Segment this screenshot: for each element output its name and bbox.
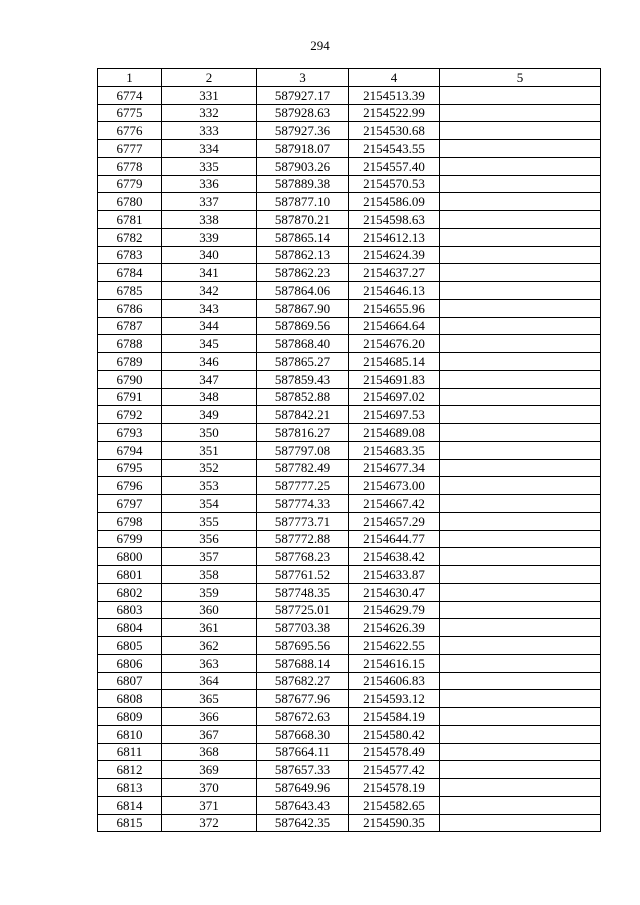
- table-cell-col-4: 2154655.96: [349, 299, 440, 317]
- table-row: [98, 690, 601, 708]
- table-cell-col-3: 587664.11: [257, 743, 349, 761]
- table-cell-col-5: [440, 441, 601, 459]
- table-cell-col-4: 2154612.13: [349, 228, 440, 246]
- column-header-4: 4: [349, 69, 440, 87]
- table-cell-col-5: [440, 228, 601, 246]
- table-cell-col-5: [440, 157, 601, 175]
- table-cell-col-2: 354: [162, 495, 257, 513]
- table-cell-col-2: 370: [162, 779, 257, 797]
- table-row: [98, 761, 601, 779]
- table-cell-col-2: 355: [162, 512, 257, 530]
- table-row: [98, 317, 601, 335]
- table-cell-col-5: [440, 211, 601, 229]
- table-cell-col-2: 348: [162, 388, 257, 406]
- table-cell-col-5: [440, 548, 601, 566]
- table-cell-col-3: 587668.30: [257, 725, 349, 743]
- table-cell-col-1: 6806: [98, 654, 162, 672]
- table-cell-col-4: 2154626.39: [349, 619, 440, 637]
- table-cell-col-1: 6785: [98, 282, 162, 300]
- table-row: [98, 672, 601, 690]
- table-cell-col-4: 2154584.19: [349, 708, 440, 726]
- table-cell-col-5: [440, 264, 601, 282]
- table-cell-col-1: 6792: [98, 406, 162, 424]
- table-cell-col-1: 6804: [98, 619, 162, 637]
- table-cell-col-2: 349: [162, 406, 257, 424]
- table-row: [98, 601, 601, 619]
- table-cell-col-2: 352: [162, 459, 257, 477]
- table-cell-col-3: 587682.27: [257, 672, 349, 690]
- table-row: [98, 299, 601, 317]
- table-cell-col-1: 6802: [98, 583, 162, 601]
- table-cell-col-1: 6797: [98, 495, 162, 513]
- table-cell-col-4: 2154667.42: [349, 495, 440, 513]
- table-cell-col-4: 2154513.39: [349, 86, 440, 104]
- table-cell-col-4: 2154629.79: [349, 601, 440, 619]
- table-cell-col-5: [440, 353, 601, 371]
- table-cell-col-4: 2154530.68: [349, 122, 440, 140]
- table-cell-col-2: 361: [162, 619, 257, 637]
- table-row: [98, 86, 601, 104]
- table-row: [98, 122, 601, 140]
- table-cell-col-3: 587695.56: [257, 637, 349, 655]
- table-cell-col-1: 6793: [98, 424, 162, 442]
- table-cell-col-3: 587927.17: [257, 86, 349, 104]
- table-cell-col-4: 2154689.08: [349, 424, 440, 442]
- table-cell-col-5: [440, 743, 601, 761]
- table-cell-col-4: 2154606.83: [349, 672, 440, 690]
- table-cell-col-5: [440, 654, 601, 672]
- table-cell-col-2: 351: [162, 441, 257, 459]
- table-cell-col-4: 2154664.64: [349, 317, 440, 335]
- table-cell-col-2: 338: [162, 211, 257, 229]
- table-cell-col-3: 587797.08: [257, 441, 349, 459]
- table-cell-col-2: 331: [162, 86, 257, 104]
- table-cell-col-2: 372: [162, 814, 257, 832]
- table-cell-col-3: 587842.21: [257, 406, 349, 424]
- table-cell-col-2: 358: [162, 566, 257, 584]
- table-cell-col-1: 6781: [98, 211, 162, 229]
- table-cell-col-2: 362: [162, 637, 257, 655]
- table-row: [98, 104, 601, 122]
- table-cell-col-4: 2154570.53: [349, 175, 440, 193]
- table-row: [98, 725, 601, 743]
- table-cell-col-4: 2154673.00: [349, 477, 440, 495]
- table-cell-col-3: 587918.07: [257, 140, 349, 158]
- column-header-3: 3: [257, 69, 349, 87]
- table-row: [98, 370, 601, 388]
- table-cell-col-5: [440, 477, 601, 495]
- table-cell-col-5: [440, 388, 601, 406]
- table-cell-col-1: 6807: [98, 672, 162, 690]
- table-cell-col-5: [440, 566, 601, 584]
- table-cell-col-1: 6798: [98, 512, 162, 530]
- table-cell-col-1: 6775: [98, 104, 162, 122]
- table-row: [98, 548, 601, 566]
- table-row: [98, 406, 601, 424]
- table-cell-col-3: 587782.49: [257, 459, 349, 477]
- table-row: [98, 175, 601, 193]
- table-body: [98, 86, 601, 832]
- coordinates-table: [97, 68, 601, 832]
- table-cell-col-2: 339: [162, 228, 257, 246]
- table-cell-col-4: 2154638.42: [349, 548, 440, 566]
- table-cell-col-1: 6791: [98, 388, 162, 406]
- table-cell-col-2: 365: [162, 690, 257, 708]
- table-cell-col-2: 356: [162, 530, 257, 548]
- table-cell-col-5: [440, 299, 601, 317]
- table-cell-col-2: 366: [162, 708, 257, 726]
- table-cell-col-4: 2154683.35: [349, 441, 440, 459]
- table-row: [98, 743, 601, 761]
- table-cell-col-3: 587657.33: [257, 761, 349, 779]
- table-row: [98, 246, 601, 264]
- table-cell-col-3: 587777.25: [257, 477, 349, 495]
- table-cell-col-1: 6809: [98, 708, 162, 726]
- table-cell-col-3: 587772.88: [257, 530, 349, 548]
- table-cell-col-1: 6810: [98, 725, 162, 743]
- table-cell-col-3: 587865.27: [257, 353, 349, 371]
- table-cell-col-1: 6784: [98, 264, 162, 282]
- table-cell-col-5: [440, 779, 601, 797]
- table-cell-col-2: 344: [162, 317, 257, 335]
- table-cell-col-3: 587865.14: [257, 228, 349, 246]
- table-cell-col-2: 347: [162, 370, 257, 388]
- table-row: [98, 459, 601, 477]
- table-row: [98, 796, 601, 814]
- table-cell-col-4: 2154697.53: [349, 406, 440, 424]
- table-cell-col-3: 587773.71: [257, 512, 349, 530]
- table-cell-col-2: 360: [162, 601, 257, 619]
- table-cell-col-5: [440, 246, 601, 264]
- table-cell-col-5: [440, 495, 601, 513]
- table-row: [98, 583, 601, 601]
- column-header-5: 5: [440, 69, 601, 87]
- column-header-2: 2: [162, 69, 257, 87]
- table-cell-col-2: 336: [162, 175, 257, 193]
- table-row: [98, 193, 601, 211]
- table-cell-col-4: 2154633.87: [349, 566, 440, 584]
- table-cell-col-3: 587928.63: [257, 104, 349, 122]
- table-row: [98, 779, 601, 797]
- table-cell-col-1: 6788: [98, 335, 162, 353]
- table-cell-col-1: 6801: [98, 566, 162, 584]
- table-cell-col-5: [440, 619, 601, 637]
- table-cell-col-5: [440, 317, 601, 335]
- table-cell-col-2: 341: [162, 264, 257, 282]
- table-cell-col-3: 587725.01: [257, 601, 349, 619]
- table-cell-col-4: 2154644.77: [349, 530, 440, 548]
- table-cell-col-4: 2154577.42: [349, 761, 440, 779]
- table-cell-col-4: 2154543.55: [349, 140, 440, 158]
- table-cell-col-1: 6795: [98, 459, 162, 477]
- column-header-1: 1: [98, 69, 162, 87]
- table-cell-col-3: 587864.06: [257, 282, 349, 300]
- table-cell-col-2: 350: [162, 424, 257, 442]
- table-cell-col-2: 346: [162, 353, 257, 371]
- table-row: [98, 424, 601, 442]
- table-cell-col-3: 587643.43: [257, 796, 349, 814]
- table-cell-col-1: 6786: [98, 299, 162, 317]
- table-row: [98, 566, 601, 584]
- table-cell-col-2: 367: [162, 725, 257, 743]
- table-row: [98, 264, 601, 282]
- table-cell-col-1: 6794: [98, 441, 162, 459]
- table-cell-col-1: 6815: [98, 814, 162, 832]
- table-cell-col-5: [440, 601, 601, 619]
- table-cell-col-4: 2154522.99: [349, 104, 440, 122]
- table-cell-col-4: 2154677.34: [349, 459, 440, 477]
- page-number: 294: [310, 38, 330, 53]
- table-cell-col-4: 2154637.27: [349, 264, 440, 282]
- table-cell-col-5: [440, 530, 601, 548]
- table-cell-col-3: 587862.23: [257, 264, 349, 282]
- table-row: [98, 157, 601, 175]
- table-cell-col-1: 6803: [98, 601, 162, 619]
- table-cell-col-1: 6779: [98, 175, 162, 193]
- table-cell-col-3: 587816.27: [257, 424, 349, 442]
- table-cell-col-3: 587761.52: [257, 566, 349, 584]
- table-cell-col-2: 364: [162, 672, 257, 690]
- table-cell-col-4: 2154582.65: [349, 796, 440, 814]
- table-cell-col-2: 333: [162, 122, 257, 140]
- table-cell-col-3: 587649.96: [257, 779, 349, 797]
- table-cell-col-3: 587688.14: [257, 654, 349, 672]
- table-cell-col-4: 2154616.15: [349, 654, 440, 672]
- table-row: [98, 814, 601, 832]
- table-cell-col-2: 340: [162, 246, 257, 264]
- table-cell-col-4: 2154557.40: [349, 157, 440, 175]
- table-cell-col-2: 369: [162, 761, 257, 779]
- table-row: [98, 441, 601, 459]
- table-cell-col-1: 6799: [98, 530, 162, 548]
- table-cell-col-5: [440, 637, 601, 655]
- table-cell-col-1: 6796: [98, 477, 162, 495]
- table-cell-col-3: 587870.21: [257, 211, 349, 229]
- table-cell-col-5: [440, 512, 601, 530]
- table-cell-col-4: 2154622.55: [349, 637, 440, 655]
- table-cell-col-4: 2154697.02: [349, 388, 440, 406]
- table-cell-col-1: 6811: [98, 743, 162, 761]
- table-cell-col-5: [440, 672, 601, 690]
- table-cell-col-3: 587642.35: [257, 814, 349, 832]
- table-cell-col-5: [440, 708, 601, 726]
- table-cell-col-1: 6782: [98, 228, 162, 246]
- table-cell-col-4: 2154586.09: [349, 193, 440, 211]
- table-cell-col-2: 357: [162, 548, 257, 566]
- table-cell-col-3: 587862.13: [257, 246, 349, 264]
- table-cell-col-1: 6787: [98, 317, 162, 335]
- table-cell-col-3: 587672.63: [257, 708, 349, 726]
- table-cell-col-5: [440, 761, 601, 779]
- table-cell-col-4: 2154590.35: [349, 814, 440, 832]
- table-cell-col-1: 6783: [98, 246, 162, 264]
- table-row: [98, 211, 601, 229]
- table-cell-col-3: 587927.36: [257, 122, 349, 140]
- table-cell-col-1: 6776: [98, 122, 162, 140]
- table-cell-col-3: 587859.43: [257, 370, 349, 388]
- table-cell-col-4: 2154676.20: [349, 335, 440, 353]
- table-cell-col-5: [440, 796, 601, 814]
- table-cell-col-1: 6774: [98, 86, 162, 104]
- table-row: [98, 388, 601, 406]
- table-cell-col-5: [440, 282, 601, 300]
- table-cell-col-4: 2154580.42: [349, 725, 440, 743]
- table-cell-col-3: 587889.38: [257, 175, 349, 193]
- table-cell-col-4: 2154593.12: [349, 690, 440, 708]
- table-cell-col-4: 2154598.63: [349, 211, 440, 229]
- table-cell-col-3: 587903.26: [257, 157, 349, 175]
- table-cell-col-1: 6778: [98, 157, 162, 175]
- table-cell-col-5: [440, 690, 601, 708]
- table-cell-col-3: 587748.35: [257, 583, 349, 601]
- table-cell-col-2: 332: [162, 104, 257, 122]
- table-row: [98, 335, 601, 353]
- table-cell-col-1: 6777: [98, 140, 162, 158]
- table-cell-col-5: [440, 140, 601, 158]
- table-row: [98, 140, 601, 158]
- table-cell-col-3: 587768.23: [257, 548, 349, 566]
- table-cell-col-2: 359: [162, 583, 257, 601]
- table-cell-col-3: 587867.90: [257, 299, 349, 317]
- table-cell-col-1: 6814: [98, 796, 162, 814]
- table-cell-col-4: 2154685.14: [349, 353, 440, 371]
- table-cell-col-3: 587703.38: [257, 619, 349, 637]
- table-cell-col-5: [440, 122, 601, 140]
- table-row: [98, 228, 601, 246]
- table-cell-col-3: 587774.33: [257, 495, 349, 513]
- table-row: [98, 619, 601, 637]
- table-cell-col-4: 2154657.29: [349, 512, 440, 530]
- table-cell-col-3: 587852.88: [257, 388, 349, 406]
- table-cell-col-3: 587877.10: [257, 193, 349, 211]
- table-cell-col-3: 587677.96: [257, 690, 349, 708]
- table-row: [98, 282, 601, 300]
- table-row: [98, 530, 601, 548]
- table-cell-col-4: 2154646.13: [349, 282, 440, 300]
- table-cell-col-5: [440, 193, 601, 211]
- table-cell-col-5: [440, 175, 601, 193]
- table-cell-col-4: 2154624.39: [349, 246, 440, 264]
- table-row: [98, 708, 601, 726]
- table-cell-col-1: 6812: [98, 761, 162, 779]
- table-cell-col-4: 2154578.19: [349, 779, 440, 797]
- table-row: [98, 495, 601, 513]
- table-cell-col-2: 342: [162, 282, 257, 300]
- table-cell-col-2: 343: [162, 299, 257, 317]
- table-row: [98, 353, 601, 371]
- table-cell-col-2: 337: [162, 193, 257, 211]
- table-cell-col-5: [440, 814, 601, 832]
- table-row: [98, 512, 601, 530]
- table-cell-col-2: 363: [162, 654, 257, 672]
- table-cell-col-4: 2154691.83: [349, 370, 440, 388]
- table-cell-col-4: 2154578.49: [349, 743, 440, 761]
- table-cell-col-5: [440, 335, 601, 353]
- table-cell-col-1: 6800: [98, 548, 162, 566]
- table-cell-col-3: 587869.56: [257, 317, 349, 335]
- table-cell-col-1: 6790: [98, 370, 162, 388]
- table-cell-col-2: 371: [162, 796, 257, 814]
- table-cell-col-2: 335: [162, 157, 257, 175]
- table-cell-col-2: 353: [162, 477, 257, 495]
- table-cell-col-1: 6780: [98, 193, 162, 211]
- table-cell-col-2: 368: [162, 743, 257, 761]
- table-cell-col-5: [440, 583, 601, 601]
- table-cell-col-4: 2154630.47: [349, 583, 440, 601]
- table-cell-col-5: [440, 406, 601, 424]
- table-header-row: [98, 69, 601, 87]
- table-cell-col-5: [440, 86, 601, 104]
- table-cell-col-5: [440, 370, 601, 388]
- table-cell-col-2: 345: [162, 335, 257, 353]
- table-cell-col-5: [440, 424, 601, 442]
- table-cell-col-1: 6808: [98, 690, 162, 708]
- table-cell-col-2: 334: [162, 140, 257, 158]
- table-cell-col-3: 587868.40: [257, 335, 349, 353]
- table-row: [98, 477, 601, 495]
- table-cell-col-1: 6813: [98, 779, 162, 797]
- table-cell-col-1: 6789: [98, 353, 162, 371]
- table-cell-col-5: [440, 725, 601, 743]
- table-cell-col-5: [440, 104, 601, 122]
- table-cell-col-5: [440, 459, 601, 477]
- table-cell-col-1: 6805: [98, 637, 162, 655]
- table-row: [98, 654, 601, 672]
- table-row: [98, 637, 601, 655]
